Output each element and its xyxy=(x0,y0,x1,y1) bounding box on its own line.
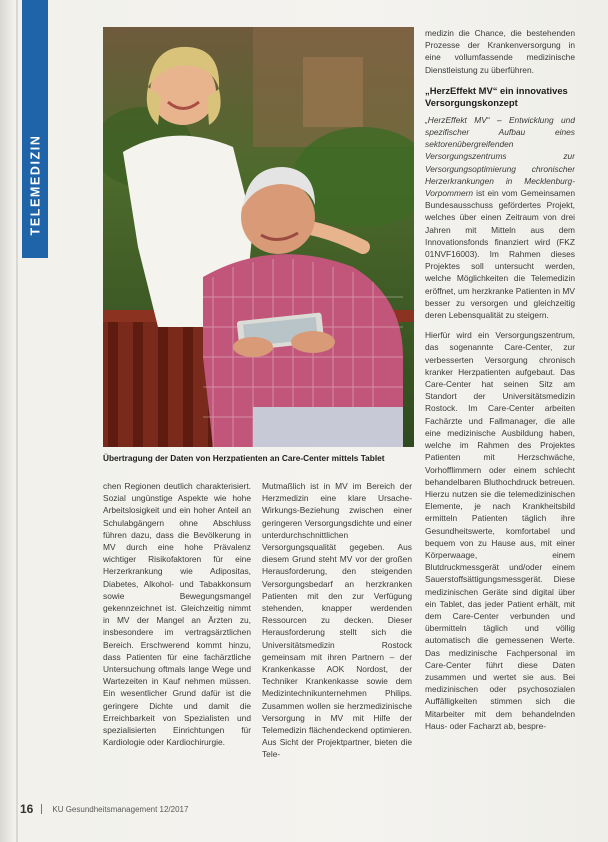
article-column-1 xyxy=(103,480,251,800)
column-1-text: chen Regionen deutlich charakterisiert. Sozial ungünstige Aspekte wie hohe Arbeitslosigkeit und ein hoher Anteil an Schulabgängern ohne Abschluss führen dazu, dass die Bevölkerung in MV durch eine hohe Prävalenz wichtiger Risikofaktoren für eine Herzerkrankung wie Adipositas, Diabetes, Alkohol- und Tabakkonsum sowie Bewegungsmangel gekennzeichnet ist. Gleichzeitig nimmt in MV der Mangel an Ärzten zu, insbesondere im vertragsärztlichen Bereich. Erschwerend kommt hinzu, dass Patienten für eine fachärztliche Untersuchung oftmals lange Wege und Wartezeiten in Kauf nehmen müssen. Ein wesentlicher Grund dafür ist die geringere Dichte und damit die Erreichbarkeit von Spezialisten und spezialisierten Einrichtungen für Kardiologie oder Kardiochirurgie. xyxy=(103,481,251,748)
column-3-paragraph-2 xyxy=(425,114,575,321)
column-3-paragraph-3: Hierfür wird ein Versorgungszentrum, das sogenannte Care-Center, zur verbesserten Versorgung chronisch kranker Herzpatienten aufgebaut. Das Care-Center hat seinen Sitz am Standort der Universitätsmedizin Rostock. Im Care-Center arbeiten Fachärzte und Fallmanager, die alle eine medizinische Ausbildung haben, welche im Rahmen des Projektes Patienten mit Herzschwäche, Vorhofflimmern oder einem schlecht behandelbaren Bluthochdruck betreuen. Hierzu nutzen sie die telemedizinischen Elemente, je nach Krankheitsbild ermitteln Patienten täglich ihre Gesundheitswerte, komfortabel und bequem von zu Hause aus, mit einer Körperwaage, einem Blutdruckmessgerät und/oder einem Sauerstoffsättigungsmessgerät. Diese medizinischen Geräte sind digital über ein Tablet, das jeder Patient erhält, mit dem Care-Center verbunden und übermitteln täglich und völlig automatisch die gemessenen Werte. Das medizinische Fachpersonal im Care-Center führt diese Daten zusammen und wertet sie aus. Bei medizinischen oder psychosozialen Auffälligkeiten stimmen sich die Mitarbeiter mit dem behandelnden Haus- oder Facharzt ab, bespre- xyxy=(425,330,575,731)
page-fold-shadow xyxy=(16,0,18,842)
column-3-intro: medizin die Chance, die bestehenden Prozesse der Krankenversorgung in eine vollumfassende medizinische Dienstleistung zu überführen. xyxy=(425,28,575,75)
project-title-italic: „HerzEffekt MV“ – Entwicklung und spezifischer Aufbau eines sektorenübergreifenden Versorgungszentrums zur Versorgungsoptimierung chronischer Herzerkrankungen in Mecklenburg-Vorpommern xyxy=(425,114,575,199)
page-number: 16 xyxy=(20,802,34,816)
section-label-wrapper xyxy=(22,120,48,250)
section-label: TELEMEDIZIN xyxy=(28,134,42,236)
article-column-2 xyxy=(262,480,412,800)
project-description: ist ein vom Gemeinsamen Bundesausschuss gefördertes Projekt, welches über einen Zeitraum von drei Jahren mit Mitteln aus dem Innovationsfonds finanziert wird (FKZ 01NVF16003). Im Rahmen dieses Projektes soll untersucht werden, welche Möglichkeiten die Telemedizin eröffnet, um herzkranke Patienten in MV besser zu versorgen und gleichzeitig deren Lebensqualität zu steigern. xyxy=(425,188,575,321)
paragraph-gap xyxy=(425,321,575,329)
footer-divider xyxy=(41,804,42,814)
photo-caption: Übertragung der Daten von Herzpatienten an Care-Center mittels Tablet xyxy=(103,453,385,463)
section-heading: „HerzEffekt MV“ ein innovatives Versorgungskonzept xyxy=(425,84,568,108)
article-photo xyxy=(103,27,414,447)
article-column-3 xyxy=(425,27,575,807)
photo-illustration xyxy=(103,27,414,447)
publication-name: KU Gesundheitsmanagement 12/2017 xyxy=(52,804,189,814)
column-2-text: Mutmaßlich ist in MV im Bereich der Herzmedizin eine klare Ursache-Wirkungs-Beziehung zwischen einer geringeren Versorgungsdichte und einer unterdurchschnittlichen Versorgungsqualität gegeben. Aus diesem Grund steht MV vor der großen Herausforderung, den steigenden Versorgungsbedarf an herzkranken Patienten mit den zur Verfügung stehenden, knapper werdenden Ressourcen zu decken. Dieser Herausforderung stellt sich die Universitätsmedizin Rostock gemeinsam mit ihren Partnern – der Krankenkasse AOK Nordost, der Techniker Krankenkasse sowie dem Medizintechnikunternehmen Philips. Zusammen wollen sie herzmedizinische Versorgung in MV mit Hilfe der Telemedizin flächendeckend optimieren. Aus Sicht der Projektpartner, bieten die Tele- xyxy=(262,481,412,760)
page-footer xyxy=(20,802,440,816)
